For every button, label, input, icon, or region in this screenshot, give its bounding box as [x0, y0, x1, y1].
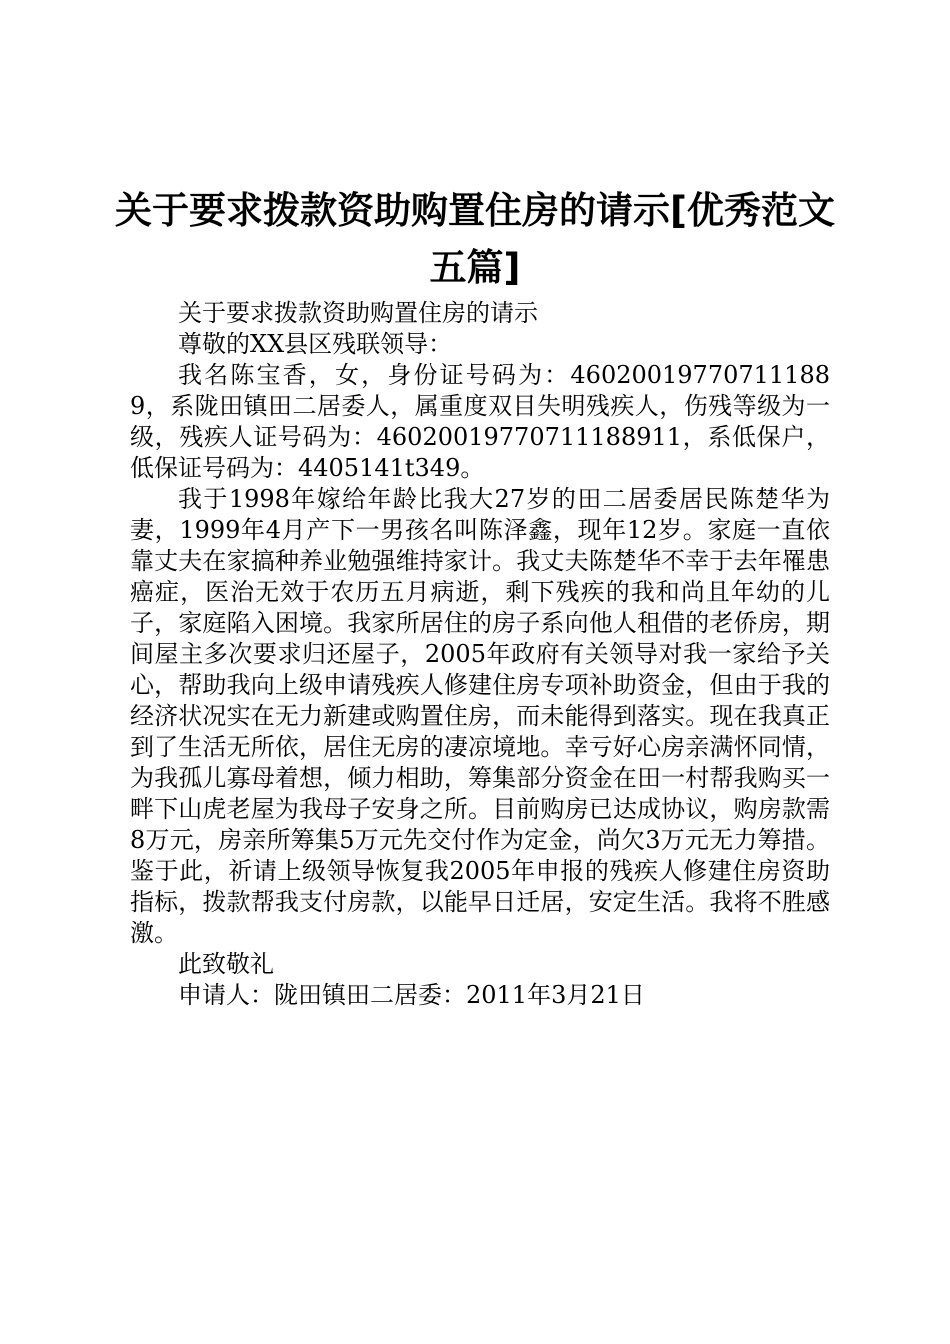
document-body — [130, 298, 830, 1011]
salutation: 尊敬的XX县区残联领导： — [178, 330, 453, 358]
document-title-line-1: 关于要求拨款资助购置住房的请示[优秀范文 — [115, 189, 835, 232]
signature-line: 申请人：陇田镇田二居委：2011年3月21日 — [178, 981, 645, 1009]
document-title-line-2: 五篇] — [429, 246, 521, 289]
request-paragraph: 我于1998年嫁给年龄比我大27岁的田二居委居民陈楚华为妻，1999年4月产下一男孩名叫陈泽鑫，现年12岁。家庭一直依靠丈夫在家搞种养业勉强维持家计。我丈夫陈楚华不幸于去年罹患癌症，医治无效于农历五月病逝，剩下残疾的我和尚且年幼的儿子，家庭陷入困境。我家所居住的房子系向他人租借的老侨房，期间屋主多次要求归还屋子，2005年政府有关领导对我一家给予关心，帮助我向上级申请残疾人修建住房专项补助资金，但由于我的经济状况实在无力新建或购置住房，而未能得到落实。现在我真正到了生活无所依，居住无房的凄凉境地。幸亏好心房亲满怀同情，为我孤儿寡母着想，倾力相助，筹集部分资金在田一村帮我购买一畔下山虎老屋为我母子安身之所。目前购房已达成协议，购房款需8万元，房亲所筹集5万元先交付作为定金，尚欠3万元无力筹措。鉴于此，祈请上级领导恢复我2005年申报的残疾人修建住房资助指标，拨款帮我支付房款，以能早日迁居，安定生活。我将不胜感激。 — [130, 485, 830, 947]
closing-greeting: 此致敬礼 — [178, 950, 274, 978]
applicant-info-paragraph: 我名陈宝香，女，身份证号码为：460200197707111889，系陇田镇田二居委人，属重度双目失明残疾人，伤残等级为一级，残疾人证号码为：46020019770711188911，系低保户，低保证号码为：4405141t349。 — [130, 361, 830, 482]
subject-line: 关于要求拨款资助购置住房的请示 — [178, 299, 538, 327]
